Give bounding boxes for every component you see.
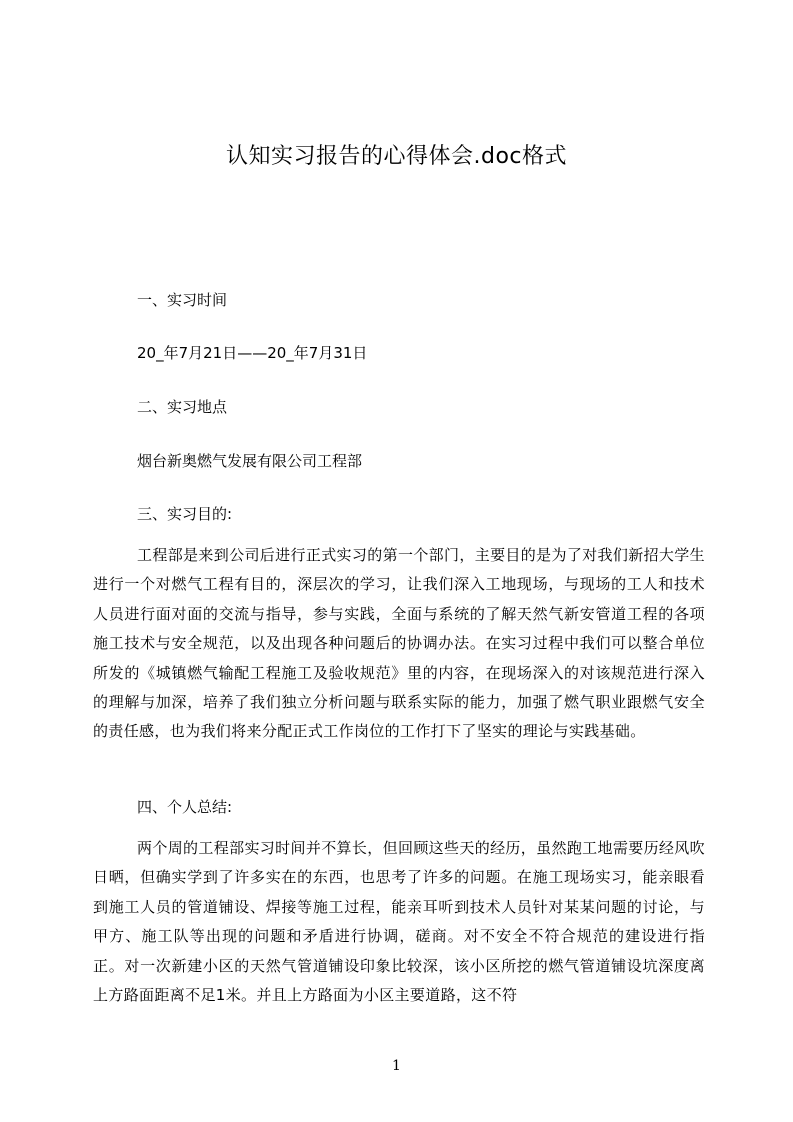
section-heading-summary: 四、个人总结: — [137, 798, 233, 816]
internship-period: 20_年7月21日——20_年7月31日 — [137, 344, 368, 362]
page-number: 1 — [392, 1058, 401, 1074]
internship-location: 烟台新奥燃气发展有限公司工程部 — [137, 452, 363, 470]
section-heading-place: 二、实习地点 — [137, 398, 228, 416]
purpose-paragraph: 工程部是来到公司后进行正式实习的第一个部门，主要目的是为了对我们新招大学生进行一个对燃气工程有目的，深层次的学习，让我们深入工地现场，与现场的工人和技术人员进行面对面的交流与指导，参与实践，全面与系统的了解天然气新安管道工程的各项施工技术与安全规范，以及出现各种问题后的协调办法。在实习过程中我们可以整合单位所发的《城镇燃气输配工程施工及验收规范》里的内容，在现场深入的对该规范进行深入的理解与加深，培养了我们独立分析问题与联系实际的能力，加强了燃气职业跟燃气安全的责任感，也为我们将来分配正式工作岗位的工作打下了坚实的理论与实践基础。 — [93, 546, 705, 741]
document-title: 认知实习报告的心得体会.doc格式 — [225, 144, 567, 169]
section-heading-purpose: 三、实习目的: — [137, 505, 233, 523]
section-heading-time: 一、实习时间 — [137, 291, 228, 309]
summary-paragraph: 两个周的工程部实习时间并不算长，但回顾这些天的经历，虽然跑工地需要历经风吹日晒，但确实学到了许多实在的东西，也思考了许多的问题。在施工现场实习，能亲眼看到施工人员的管道铺设、焊接等施工过程，能亲耳听到技术人员针对某某问题的讨论，与甲方、施工队等出现的问题和矛盾进行协调，磋商。对不安全不符合规范的建设进行指正。对一次新建小区的天然气管道铺设印象比较深，该小区所挖的燃气管道铺设坑深度离上方路面距离不足1米。并且上方路面为小区主要道路，这不符 — [93, 839, 705, 1005]
